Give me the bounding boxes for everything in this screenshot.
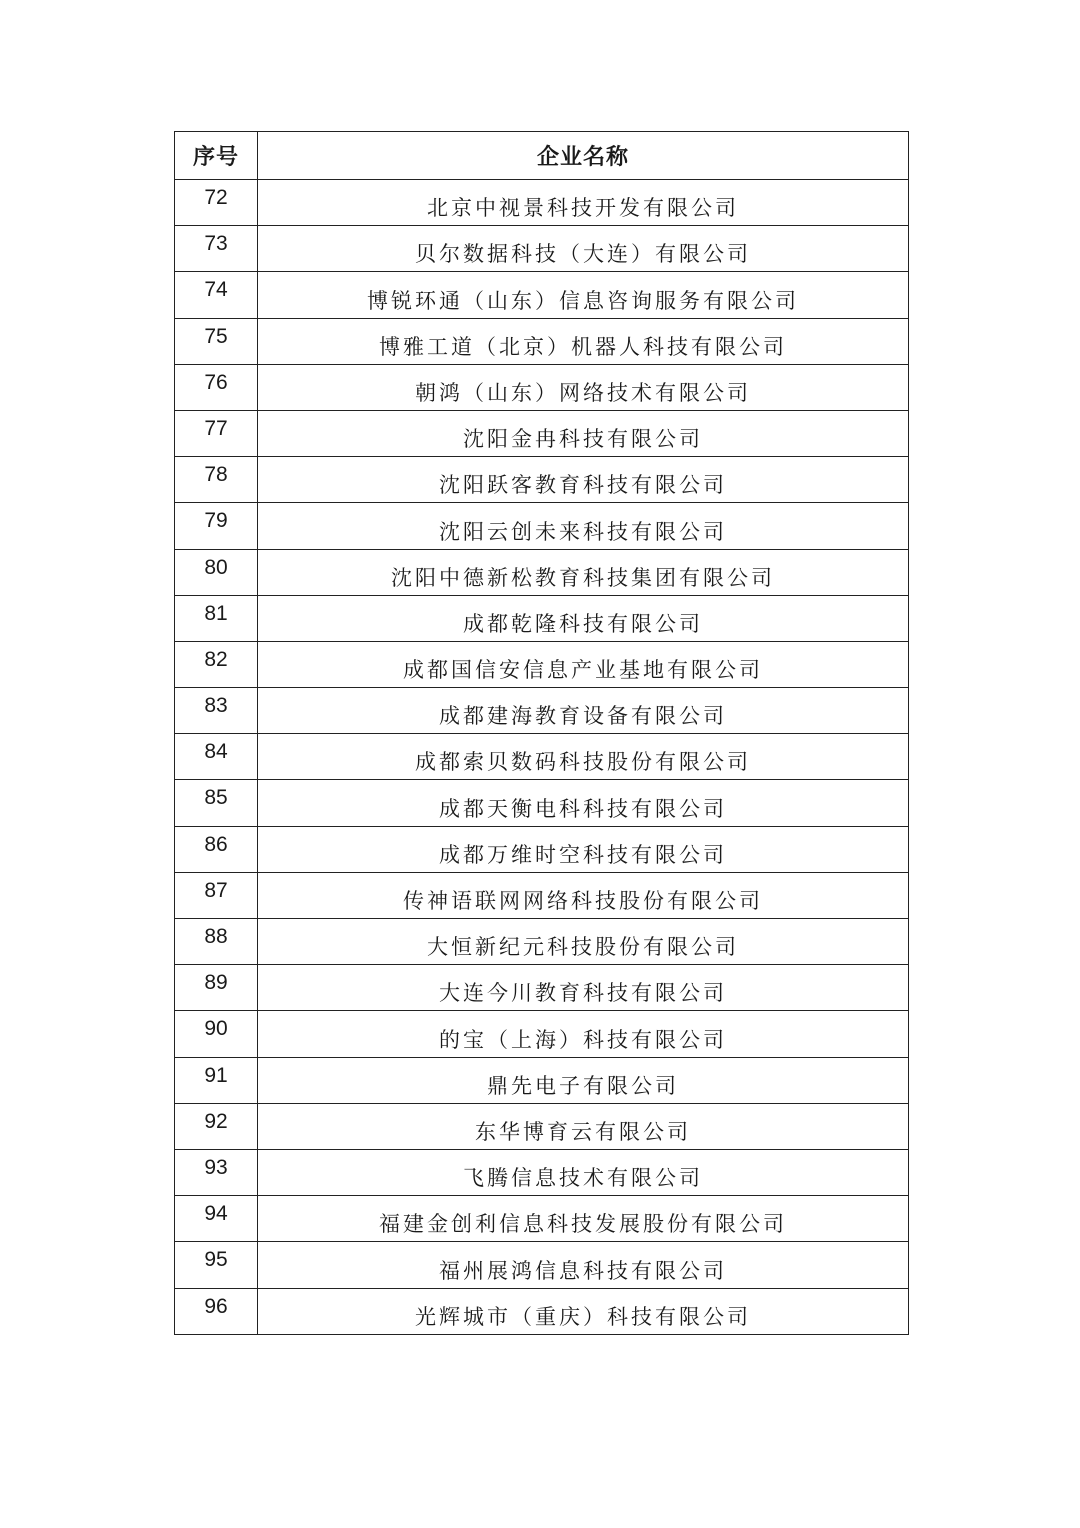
table-row [175, 965, 909, 1011]
company-name: 博雅工道（北京）机器人科技有限公司 [258, 318, 909, 364]
row-number: 84 [175, 734, 258, 780]
row-number: 94 [175, 1196, 258, 1242]
company-name: 成都建海教育设备有限公司 [258, 688, 909, 734]
row-number: 81 [175, 595, 258, 641]
table-row [175, 1011, 909, 1057]
table-row [175, 641, 909, 687]
company-name: 朝鸿（山东）网络技术有限公司 [258, 364, 909, 410]
table-row [175, 549, 909, 595]
company-name: 东华博育云有限公司 [258, 1103, 909, 1149]
company-list-table [174, 131, 909, 1335]
company-name: 光辉城市（重庆）科技有限公司 [258, 1288, 909, 1334]
header-number: 序号 [175, 132, 258, 180]
company-name: 沈阳金冉科技有限公司 [258, 410, 909, 456]
company-name: 大恒新纪元科技股份有限公司 [258, 919, 909, 965]
table-row [175, 318, 909, 364]
row-number: 89 [175, 965, 258, 1011]
company-name: 传神语联网网络科技股份有限公司 [258, 872, 909, 918]
table-row [175, 1057, 909, 1103]
row-number: 78 [175, 457, 258, 503]
row-number: 92 [175, 1103, 258, 1149]
table-row [175, 1149, 909, 1195]
row-number: 77 [175, 410, 258, 456]
table-row [175, 503, 909, 549]
table-header-row [175, 132, 909, 180]
company-name: 福州展鸿信息科技有限公司 [258, 1242, 909, 1288]
table-row [175, 826, 909, 872]
row-number: 95 [175, 1242, 258, 1288]
company-name: 大连今川教育科技有限公司 [258, 965, 909, 1011]
row-number: 86 [175, 826, 258, 872]
company-name: 沈阳跃客教育科技有限公司 [258, 457, 909, 503]
company-name: 成都国信安信息产业基地有限公司 [258, 641, 909, 687]
company-name: 成都万维时空科技有限公司 [258, 826, 909, 872]
table-row [175, 872, 909, 918]
company-name: 博锐环通（山东）信息咨询服务有限公司 [258, 272, 909, 318]
table-row [175, 780, 909, 826]
row-number: 93 [175, 1149, 258, 1195]
table-row [175, 1196, 909, 1242]
table-row [175, 364, 909, 410]
row-number: 76 [175, 364, 258, 410]
row-number: 88 [175, 919, 258, 965]
row-number: 82 [175, 641, 258, 687]
table-row [175, 226, 909, 272]
row-number: 75 [175, 318, 258, 364]
table-row [175, 457, 909, 503]
row-number: 87 [175, 872, 258, 918]
table-row [175, 410, 909, 456]
company-name: 贝尔数据科技（大连）有限公司 [258, 226, 909, 272]
row-number: 80 [175, 549, 258, 595]
row-number: 90 [175, 1011, 258, 1057]
table-row [175, 595, 909, 641]
row-number: 85 [175, 780, 258, 826]
row-number: 72 [175, 180, 258, 226]
company-name: 北京中视景科技开发有限公司 [258, 180, 909, 226]
table-row [175, 1242, 909, 1288]
table-row [175, 272, 909, 318]
table-row [175, 734, 909, 780]
company-list-table-container [174, 131, 908, 1335]
table-row [175, 688, 909, 734]
company-name: 成都天衡电科科技有限公司 [258, 780, 909, 826]
header-company-name: 企业名称 [258, 132, 909, 180]
row-number: 83 [175, 688, 258, 734]
company-name: 飞腾信息技术有限公司 [258, 1149, 909, 1195]
company-name: 的宝（上海）科技有限公司 [258, 1011, 909, 1057]
table-body [175, 180, 909, 1335]
row-number: 91 [175, 1057, 258, 1103]
company-name: 成都索贝数码科技股份有限公司 [258, 734, 909, 780]
row-number: 73 [175, 226, 258, 272]
company-name: 成都乾隆科技有限公司 [258, 595, 909, 641]
table-row [175, 1288, 909, 1334]
company-name: 鼎先电子有限公司 [258, 1057, 909, 1103]
company-name: 沈阳云创未来科技有限公司 [258, 503, 909, 549]
table-row [175, 180, 909, 226]
table-row [175, 919, 909, 965]
row-number: 79 [175, 503, 258, 549]
company-name: 沈阳中德新松教育科技集团有限公司 [258, 549, 909, 595]
row-number: 74 [175, 272, 258, 318]
row-number: 96 [175, 1288, 258, 1334]
table-row [175, 1103, 909, 1149]
company-name: 福建金创利信息科技发展股份有限公司 [258, 1196, 909, 1242]
